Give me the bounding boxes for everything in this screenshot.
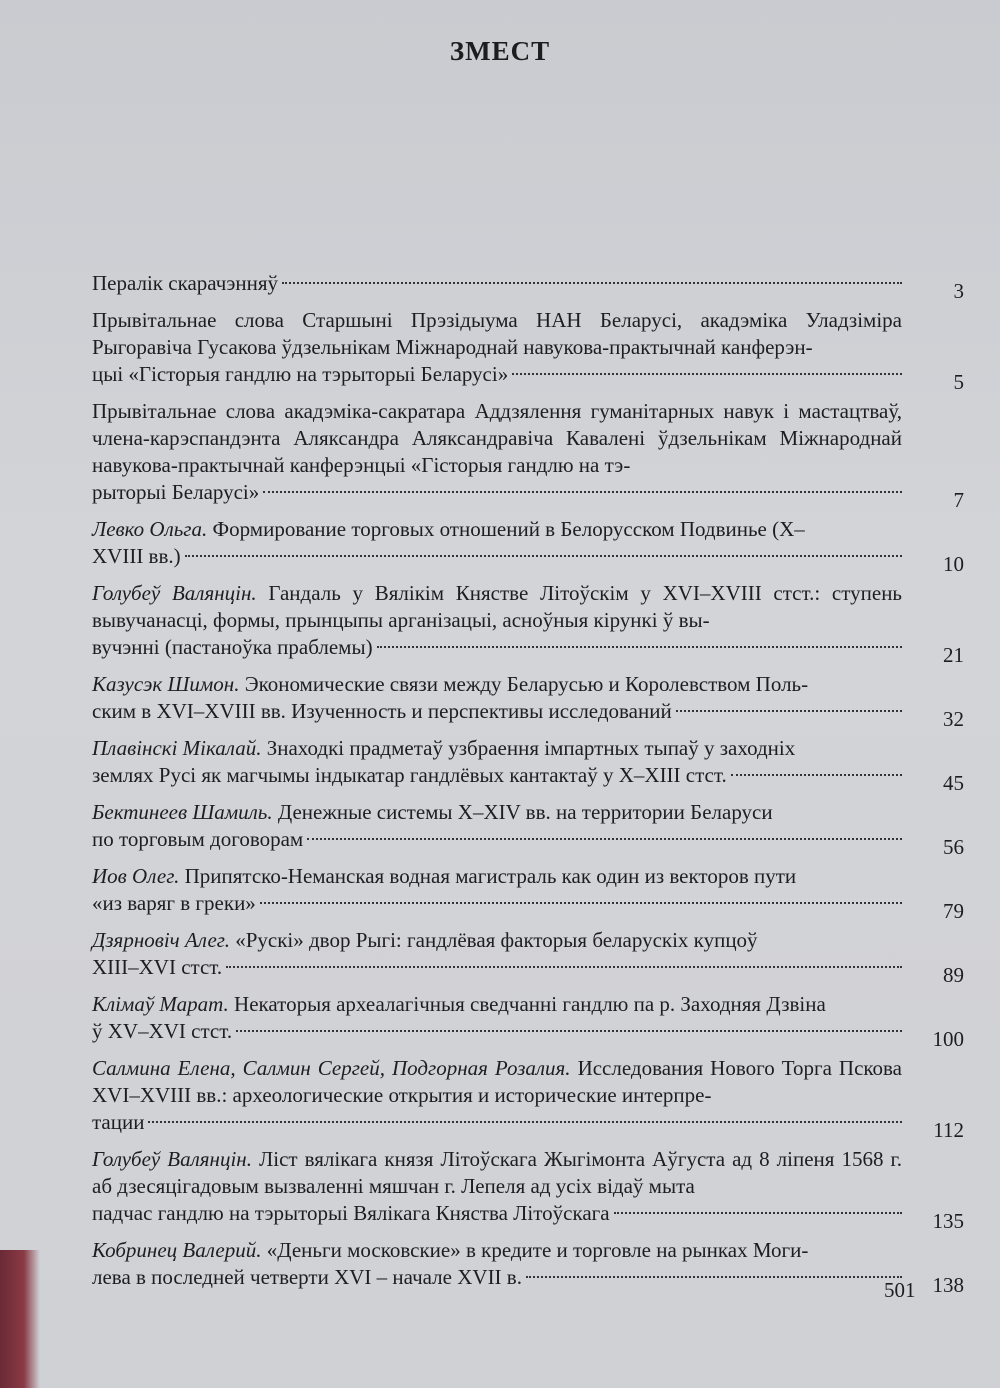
- entry-page-number: 32: [943, 707, 964, 731]
- entry-title-line: Ліст вялікага князя Літоўскага Жыгімонта Аўгуста ад 8 ліпеня 1568 г. аб дзесяцігадовым вызваленні мяшчан г. Лепеля ад усіх відаў мыта: [92, 1147, 902, 1198]
- leader-dots: [512, 373, 902, 375]
- entry-title-line: вучэнні (пастаноўка праблемы): [92, 635, 373, 659]
- leader-dots: [236, 1030, 902, 1032]
- entry-page-number: 21: [943, 643, 964, 667]
- leader-dots: [263, 491, 902, 493]
- entry-title-line: землях Русі як магчымы індыкатар гандлёвых кантактаў у X–XIII стст.: [92, 763, 727, 787]
- entry-title-line: Прывітальнае слова Старшыні Прэзідыума НАН Беларусі, акадэміка Уладзіміра Рыгоравіча Гусакова ўдзельнікам Міжнароднай навукова-практычнай канферэн-: [92, 308, 902, 359]
- entry-author: Дзярновіч Алег.: [92, 928, 230, 952]
- entry-page-number: 138: [932, 1273, 964, 1297]
- entry-title-line: лева в последней четверти XVI – начале XVII в.: [92, 1265, 522, 1289]
- toc-entry: [92, 270, 964, 303]
- entry-title-line: Знаходкі прадметаў узбраення імпартных тыпаў у заходніх: [261, 736, 796, 760]
- entry-author: Голубеў Валянцін.: [92, 581, 257, 605]
- entry-author: Бектинеев Шамиль.: [92, 800, 273, 824]
- entry-title-line: «Деньги московские» в кредите и торговле на рынках Моги-: [261, 1238, 809, 1262]
- toc-entry: [92, 307, 964, 394]
- entry-page-number: 135: [932, 1209, 964, 1233]
- leader-dots: [377, 646, 902, 648]
- toc-entry: [92, 1237, 964, 1297]
- entry-title-line: Исследования Нового Торга Пскова XVI–XVIII вв.: археологические открытия и исторические интерпре-: [92, 1056, 902, 1107]
- entry-page-number: 10: [943, 552, 964, 576]
- leader-dots: [614, 1212, 902, 1214]
- toc-entry: [92, 671, 964, 731]
- entry-title-line: по торговым договорам: [92, 827, 304, 851]
- toc-entry: [92, 516, 964, 576]
- table-of-contents: [92, 270, 964, 1301]
- entry-title-line: Гандаль у Вялікім Княстве Літоўскім у XVI–XVIII стст.: ступень вывучанасці, формы, прынцыпы арганізацыі, асноўныя кірункі ў вы-: [92, 581, 903, 632]
- entry-title-line: рыторыі Беларусі»: [92, 480, 260, 504]
- entry-page-number: 7: [953, 488, 964, 512]
- toc-entry: [92, 1146, 964, 1233]
- leader-dots: [185, 555, 902, 557]
- entry-title-line: «из варяг в греки»: [92, 891, 256, 915]
- leader-dots: [226, 966, 902, 968]
- entry-title-line: «Рускі» двор Рыгі: гандлёвая факторыя беларускіх купцоў: [229, 928, 758, 952]
- entry-author: Иов Олег.: [92, 864, 180, 888]
- leader-dots: [260, 902, 902, 904]
- leader-dots: [307, 838, 902, 840]
- entry-title-line: тации: [92, 1110, 145, 1134]
- leader-dots: [282, 282, 902, 284]
- entry-title-line: ским в XVI–XVIII вв. Изученность и перспективы исследований: [92, 699, 672, 723]
- toc-entry: [92, 1055, 964, 1142]
- leader-dots: [526, 1276, 902, 1278]
- entry-title-line: цыі «Гісторыя гандлю на тэрыторыі Беларусі»: [92, 362, 509, 386]
- entry-author: Левко Ольга.: [92, 517, 208, 541]
- entry-page-number: 112: [933, 1118, 964, 1142]
- entry-page-number: 45: [943, 771, 964, 795]
- entry-page-number: 79: [943, 899, 964, 923]
- entry-page-number: 5: [953, 370, 964, 394]
- toc-entry: [92, 735, 964, 795]
- entry-page-number: 3: [953, 279, 964, 303]
- table-edge: [0, 1250, 40, 1388]
- entry-author: Голубеў Валянцін.: [92, 1147, 252, 1171]
- leader-dots: [148, 1121, 902, 1123]
- entry-author: Кобринец Валерий.: [92, 1238, 262, 1262]
- toc-entry: [92, 991, 964, 1051]
- entry-title-line: Экономические связи между Беларусью и Королевством Поль-: [239, 672, 809, 696]
- page-number: 501: [884, 1278, 916, 1302]
- entry-author: Плавінскі Мікалай.: [92, 736, 262, 760]
- entry-title-line: ў XV–XVI стст.: [92, 1019, 233, 1043]
- entry-title-line: Припятско-Неманская водная магистраль как один из векторов пути: [179, 864, 797, 888]
- entry-title-line: Прывітальнае слова акадэміка-сакратара Аддзялення гуманітарных навук і мастацтваў, члена-карэспандэнта Аляксандра Аляксандравіча Кавалені ўдзельнікам Міжнароднай навукова-практычнай канферэнцыі «Гісторыя гандлю на тэ-: [92, 399, 902, 477]
- entry-title-line: Некаторыя археалагічныя сведчанні гандлю па р. Заходняя Дзвіна: [228, 992, 826, 1016]
- entry-title-line: XIII–XVI стст.: [92, 955, 223, 979]
- toc-entry: [92, 398, 964, 512]
- toc-entry: [92, 580, 964, 667]
- entry-page-number: 100: [932, 1027, 964, 1051]
- entry-title-line: Пералік скарачэнняў: [92, 271, 278, 295]
- entry-author: Клімаў Марат.: [92, 992, 229, 1016]
- leader-dots: [731, 774, 902, 776]
- toc-entry: [92, 927, 964, 987]
- entry-page-number: 56: [943, 835, 964, 859]
- toc-entry: [92, 863, 964, 923]
- page-title: ЗМЕСТ: [449, 36, 551, 66]
- entry-title-line: Формирование торговых отношений в Белорусском Подвинье (X–: [207, 517, 805, 541]
- entry-page-number: 89: [943, 963, 964, 987]
- entry-title-line: Денежные системы X–XIV вв. на территории Беларуси: [272, 800, 773, 824]
- entry-author: Салмина Елена, Салмин Сергей, Подгорная Розалия.: [92, 1056, 571, 1080]
- entry-title-line: XVIII вв.): [92, 544, 181, 568]
- toc-entry: [92, 799, 964, 859]
- entry-author: Казусэк Шимон.: [92, 672, 240, 696]
- leader-dots: [676, 710, 902, 712]
- entry-title-line: падчас гандлю на тэрыторыі Вялікага Княства Літоўскага: [92, 1201, 610, 1225]
